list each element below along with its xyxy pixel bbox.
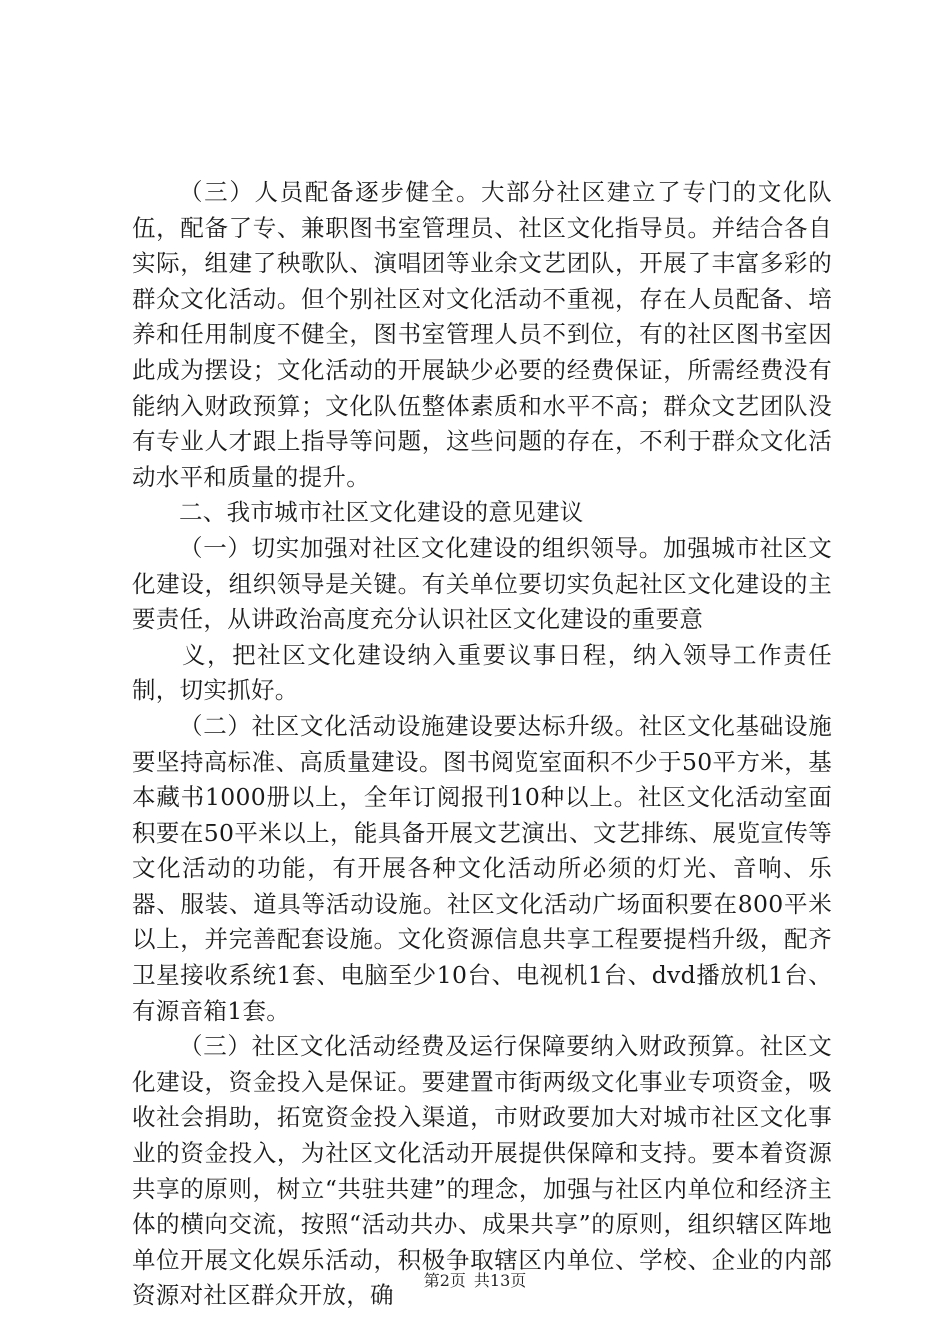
paragraph-funding: （三）社区文化活动经费及运行保障要纳入财政预算。社区文化建设，资金投入是保证。要建置市街两级文化事业专项资金，吸收社会捐助，拓宽资金投入渠道，市财政要加大对城市社区文化事业的资金投入，为社区文化活动开展提供保障和支持。要本着资源共享的原则，树立“共驻共建”的理念，加强与社区内单位和经济主体的横向交流，按照“活动共办、成果共享”的原则，组织辖区阵地单位开展文化娱乐活动，积极争取辖区内单位、学校、企业的内部资源对社区群众开放，确 (132, 1032, 832, 1310)
paragraph-leadership-continued: 义，把社区文化建设纳入重要议事日程，纳入领导工作责任制，切实抓好。 (132, 640, 832, 705)
page-footer (0, 1268, 950, 1291)
paragraph-facilities: （二）社区文化活动设施建设要达标升级。社区文化基础设施要坚持高标准、高质量建设。图书阅览室面积不少于50平方米，基本藏书1000册以上，全年订阅报刊10种以上。社区文化活动室面积要在50平米以上，能具备开展文艺演出、文艺排练、展览宣传等文化活动的功能，有开展各种文化活动所必须的灯光、音响、乐器、服装、道具等活动设施。社区文化活动广场面积要在800平米以上，并完善配套设施。文化资源信息共享工程要提档升级，配齐卫星接收系统1套、电脑至少10台、电视机1台、dvd播放机1台、有源音箱1套。 (132, 711, 832, 1025)
paragraph-staffing: （三）人员配备逐步健全。大部分社区建立了专门的文化队伍，配备了专、兼职图书室管理员、社区文化指导员。并结合各自实际，组建了秧歌队、演唱团等业余文艺团队，开展了丰富多彩的群众文化活动。但个别社区对文化活动不重视，存在人员配备、培养和任用制度不健全，图书室管理人员不到位，有的社区图书室因此成为摆设；文化活动的开展缺少必要的经费保证，所需经费没有能纳入财政预算；文化队伍整体素质和水平不高；群众文艺团队没有专业人才跟上指导等问题，这些问题的存在，不利于群众文化活动水平和质量的提升。 (132, 178, 832, 491)
paragraph-leadership: （一）切实加强对社区文化建设的组织领导。加强城市社区文化建设，组织领导是关键。有关单位要切实负起社区文化建设的主要责任，从讲政治高度充分认识社区文化建设的重要意 (132, 533, 832, 634)
page-total: 共13页 (473, 1271, 527, 1290)
page-number: 第2页 (423, 1271, 466, 1290)
document-body (132, 175, 832, 1314)
section-heading-suggestions: 二、我市城市社区文化建设的意见建议 (179, 498, 584, 527)
